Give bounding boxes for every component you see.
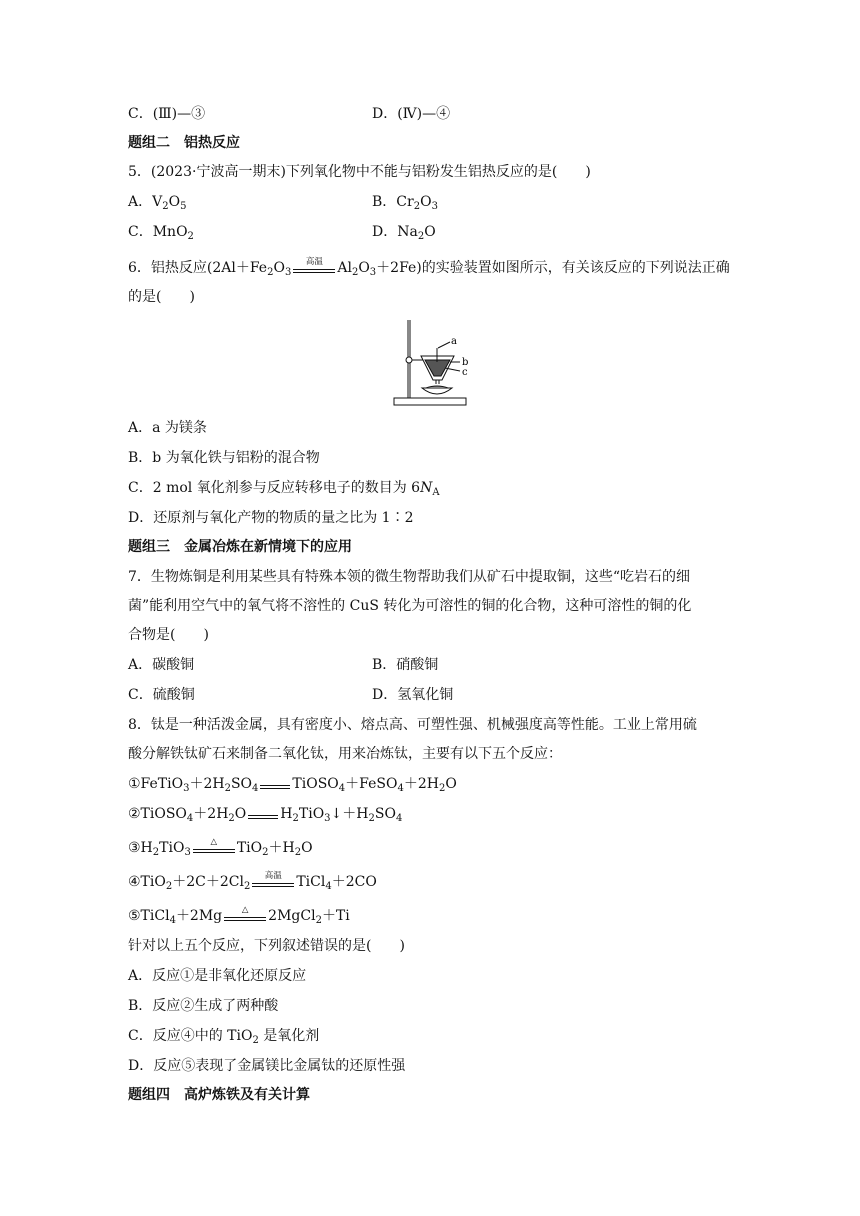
q8-stem-line2: 酸分解铁钛矿石来制备二氧化钛，用来冶炼钛，主要有以下五个反应： [128, 746, 562, 762]
q8-reaction-5: ⑤TiCl$_4$＋2Mg △ 2MgCl$_2$＋Ti [128, 905, 350, 926]
q8-reaction-4: $④TiO_2+2C+2Cl_2$ 高温 TiCl$_4$＋2CO [128, 871, 377, 892]
q7-option-a: A．碳酸铜 [128, 657, 195, 673]
q4-option-d: D．(Ⅳ)—④ [372, 106, 451, 122]
q5-option-a: A．$V_2O_5$ [128, 194, 187, 212]
q7-stem-line3: 合物是( ) [128, 627, 209, 643]
q5-option-b: B．$Cr_2O_3$ [372, 194, 438, 212]
figure-label-b: b [462, 357, 469, 368]
group3-heading: 题组三 金属冶炼在新情境下的应用 [128, 539, 352, 555]
q6-option-a: A．a 为镁条 [128, 420, 207, 436]
q6-stem-line1: 6．铝热反应($2Al+Fe_2O_3$ 高温 $Al_2O_3+2Fe$)的实验装置如图所示，有关该反应的下列说法正确 [128, 257, 730, 278]
q7-option-b: B．硝酸铜 [372, 657, 439, 673]
figure-label-c: c [462, 367, 468, 378]
q7-option-d: D．氢氧化铜 [372, 687, 454, 703]
reaction-condition-arrow: 高温 [291, 258, 337, 278]
q5-option-d: D．$Na_2O$ [372, 224, 436, 242]
q6-stem-line2: 的是( ) [128, 289, 195, 305]
group4-heading: 题组四 高炉炼铁及有关计算 [128, 1087, 310, 1103]
q5-stem: 5．(2023·宁波高一期末)下列氧化物中不能与铝粉发生铝热反应的是( ) [128, 164, 591, 180]
thermite-apparatus-figure [390, 318, 480, 410]
group2-heading: 题组二 铝热反应 [128, 135, 240, 151]
q7-stem-line2: 菌”能利用空气中的氧气将不溶性的 CuS 转化为可溶性的铜的化合物，这种可溶性的铜的化 [128, 598, 692, 614]
q8-option-b: B．反应②生成了两种酸 [128, 998, 279, 1014]
q8-option-c: C．反应④中的 TiO$_2$ 是氧化剂 [128, 1028, 320, 1046]
q7-option-c: C．硫酸铜 [128, 687, 195, 703]
q8-reaction-3: $③H_2TiO_3$ △ $TiO_2+H_2O$ [128, 837, 313, 858]
q6-option-b: B．b 为氧化铁与铝粉的混合物 [128, 450, 320, 466]
q8-option-d: D．反应⑤表现了金属镁比金属钛的还原性强 [128, 1058, 406, 1074]
q4-option-c: C．(Ⅲ)—③ [128, 106, 206, 122]
q5-option-c: C．MnO$_2$ [128, 224, 194, 242]
q8-option-a: A．反应①是非氧化还原反应 [128, 968, 307, 984]
q8-reaction-1: $①FeTiO_3+2H_2SO_4$ $TiOSO_4+FeSO_4+2H_2O$ [128, 776, 457, 794]
q8-reaction-2: $②TiOSO_4+2H_2O$ $H_2TiO_3↓+H_2SO_4$ [128, 806, 403, 824]
q7-stem-line1: 7．生物炼铜是利用某些具有特殊本领的微生物帮助我们从矿石中提取铜，这些“吃岩石的细 [128, 569, 691, 585]
q6-option-c: C．2 mol 氧化剂参与反应转移电子的数目为 $6N_A$ [128, 480, 440, 498]
q8-question: 针对以上五个反应，下列叙述错误的是( ) [128, 938, 405, 954]
figure-label-a: a [451, 336, 457, 347]
q8-stem-line1: 8．钛是一种活泼金属，具有密度小、熔点高、可塑性强、机械强度高等性能。工业上常用硫 [128, 717, 697, 733]
q6-option-d: D．还原剂与氧化产物的物质的量之比为 1∶2 [128, 510, 414, 526]
